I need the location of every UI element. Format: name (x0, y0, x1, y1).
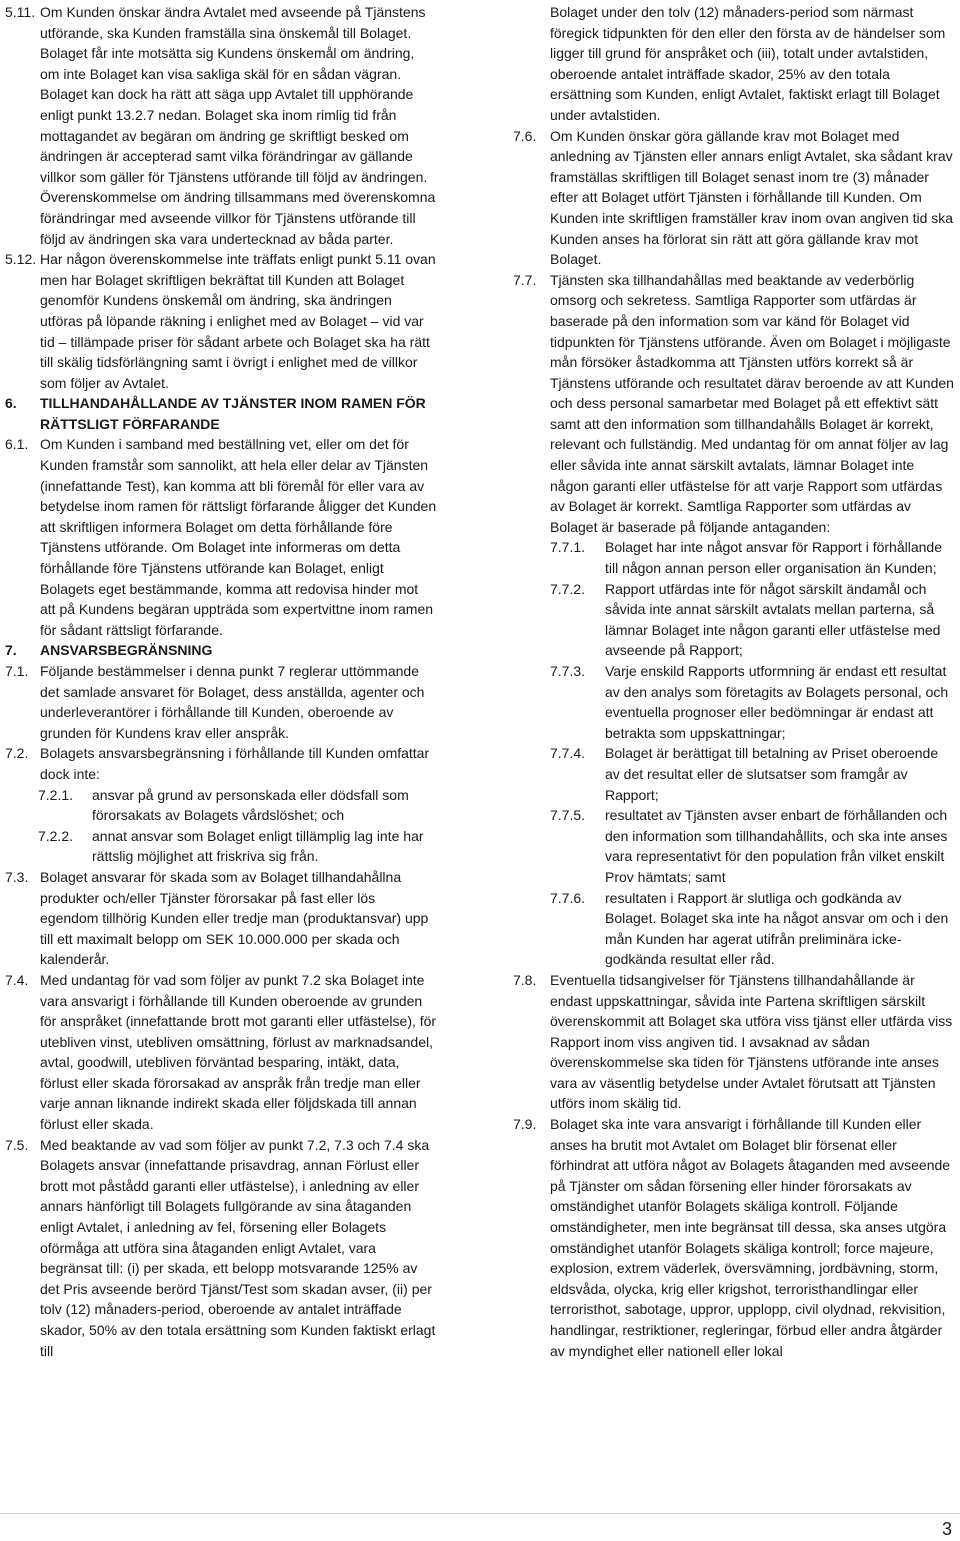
section-heading (5, 393, 437, 434)
clause-text: Bolaget har inte något ansvar för Rapport i förhållande till någon annan person eller organisation än Kunden; (605, 539, 942, 577)
clause (513, 970, 955, 1114)
clause-number: 7.9. (513, 1116, 537, 1133)
clause (5, 661, 437, 743)
clause-number: 7.7.5. (550, 807, 586, 824)
clause-number: 6. (5, 395, 17, 412)
clause-number: 7.7. (513, 271, 537, 288)
clause-number: 7.7.3. (550, 663, 586, 679)
clause-number: 7.8. (513, 971, 537, 988)
clause-text: Med undantag för vad som följer av punkt 7.2 ska Bolaget inte vara ansvarigt i förhållande till Kunden oberoende av grunden för anspråket (innefattande brott mot garanti eller utfästelse), för utebliven vinst, utebliven omsättning, förlust av marknadsandel, avtal, goodwill, utebliven förväntad besparing, intäkt, data, förlust eller skada förorsakad av anspråk från tredje man eller varje annan liknande indirekt skada eller följdskada till annan förlust eller skada. (40, 971, 437, 1133)
clause-text: Följande bestämmelser i denna punkt 7 reglerar uttömmande det samlade ansvaret för Bolaget, dess anställda, agenter och underleverantörer i förhållande till Kunden, oberoende av grunden för Kundens krav eller anspråk. (40, 663, 425, 741)
clause-text: Om Kunden önskar göra gällande krav mot Bolaget med anledning av Tjänsten eller annars enligt Avtalet, ska sådant krav framställas skriftligen till Bolaget senast inom tre (3) månader efter att Bolaget utfört Tjänsten i förhållande till Kunden. Om Kunden inte skriftligen framställer krav inom ovan angiven tid ska Kunden anses ha förlorat sin rätt att göra gällande krav mot Bolaget. (550, 127, 954, 268)
clause (5, 743, 437, 784)
clause-text: resultatet av Tjänsten avser enbart de förhållanden och den information som tillhandahållits, och ska inte anses vara representativt för den population från vilket enskilt Prov hämtats; samt (605, 807, 948, 885)
clause-number: 5.12. (5, 251, 37, 268)
clause-number: 5.11. (5, 4, 36, 20)
clause (5, 434, 437, 640)
clause (513, 270, 955, 538)
clause-text: ansvar på grund av personskada eller dödsfall som förorsakats av Bolagets vårdslöshet; och (92, 786, 409, 824)
clause-text: Varje enskild Rapports utformning är endast ett resultat av den analys som företagits av Bolagets personal, och eventuella prognoser eller bedömningar är endast att betrakta som uppskattningar; (605, 663, 949, 741)
clause-text: Bolaget är berättigat till betalning av Priset oberoende av det resultat eller de slutsatser som framgår av Rapport; (605, 745, 939, 803)
clause-text: ANSVARSBEGRÄNSNING (40, 642, 213, 659)
clause (5, 867, 437, 970)
clause-text: Har någon överenskommelse inte träffats enligt punkt 5.11 ovan men har Bolaget skriftligen bekräftat till Kunden att Bolaget genomför Kundens önskemål om ändring, ska ändringen utföras på löpande räkning i enlighet med av Bolaget – vid var tid – tillämpade priser för sådant arbete och Bolaget ska ha rätt till skälig tidsförlängning samt i övrigt i enlighet med de villkor som följer av Avtalet. (40, 251, 436, 391)
clause-number: 7.7.4. (550, 745, 586, 762)
clause-number: 7.4. (5, 971, 29, 988)
right-column (513, 2, 955, 1361)
clause-continuation (513, 2, 955, 126)
clause-number: 7.5. (5, 1136, 29, 1153)
clause-text: Tjänsten ska tillhandahållas med beaktande av vederbörlig omsorg och sekretess. Samtliga Rapporter som utfärdas är baserade på den information som var känd för Bolaget vid tidpunkten för Tjänstens utförande. Även om Bolaget i möjligaste mån försöker åstadkomma att Tjänsten utförs korrekt så är Tjänstens utförande och resultatet därav beroende av att Kunden och dess personal samarbetar med Bolaget på ett effektivt sätt samt att den information som tillhandahålls Bolaget är korrekt, relevant och fullständig. Med undantag för om annat följer av lag eller såvida inte annat särskilt avtalats, lämnar Bolaget inte någon garanti eller utfästelse för att varje Rapport som utfärdas av Bolaget är korrekt. Samtliga Rapporter som utfärdas av Bolaget är baserade på följande antaganden: (550, 271, 954, 535)
sub-clause (513, 579, 955, 661)
clause-text: annat ansvar som Bolaget enligt tillämplig lag inte har rättslig möjlighet att friskriva sig från. (92, 827, 424, 865)
clause-number: 6.1. (5, 436, 29, 453)
left-column (5, 2, 437, 1361)
clause-text: Bolagets ansvarsbegränsning i förhållande till Kunden omfattar dock inte: (40, 745, 430, 782)
clause (5, 1135, 437, 1362)
clause (5, 249, 437, 393)
clause-number: 7. (5, 642, 17, 659)
clause-text: TILLHANDAHÅLLANDE AV TJÄNSTER INOM RAMEN FÖR RÄTTSLIGT FÖRFARANDE (40, 395, 426, 432)
clause-text: Bolaget ansvarar för skada som av Bolaget tillhandahållna produkter och/eller Tjänster förorsakar på fast eller lös egendom tillhörig Kunden eller tredje man (produktansvar) upp till ett maximalt belopp om SEK 10.000.000 per skada och kalenderår. (40, 868, 429, 968)
clause-number: 7.2. (5, 745, 29, 762)
clause-text: Om Kunden önskar ändra Avtalet med avseende på Tjänstens utförande, ska Kunden framställa sina önskemål till Bolaget. Bolaget får inte motsätta sig Kundens önskemål om ändring, om inte Bolaget kan visa sakliga skäl för en sådan vägran. Bolaget kan dock ha rätt att säga upp Avtalet till upphörande enligt punkt 13.2.7 nedan. Bolaget ska inom rimlig tid från mottagandet av begäran om ändring ge skriftligt besked om ändringen är accepterad samt vilka förändringar av gällande villkor som gäller för Tjänstens utförande till följd av ändringen. Överenskommelse om ändring tillsammans med överenskomna förändringar med avseende villkor för Tjänstens utförande till följd av ändringen ska vara undertecknad av båda parter. (40, 4, 436, 247)
clause-text: Bolaget under den tolv (12) månaders-period som närmast föregick tidpunkten för den eller den första av de händelser som ligger till grund för anspråket och (iii), totalt under avtalstiden, oberoende antalet inträffade skador, 25% av den totala ersättning som Kunden, enligt Avtalet, faktiskt erlagt till Bolaget under avtalstiden. (550, 4, 946, 123)
clause-number: 7.7.2. (550, 580, 586, 597)
clause (5, 970, 437, 1135)
footer-divider (0, 1513, 960, 1514)
sub-clause (5, 826, 437, 867)
sub-clause (513, 661, 955, 743)
clause-text: resultaten i Rapport är slutliga och godkända av Bolaget. Bolaget ska inte ha något ansvar om och i den mån Kunden har agerat utifrån preliminära icke-godkända resultat eller råd. (605, 889, 949, 968)
clause-text: Eventuella tidsangivelser för Tjänstens tillhandahållande är endast uppskattningar, såvida inte Partena skriftligen särskilt överenskommit att Bolaget ska utföra viss tjänst eller utfärda viss Rapport inom viss angiven tid. I avsaknad av sådan överenskommelse ska tiden för Tjänstens utförande inte anses vara av väsentlig betydelse under Avtalet förutsatt att Tjänsten utförs inom skälig tid. (550, 971, 953, 1112)
page-number: 3 (941, 1519, 952, 1539)
clause (513, 1114, 955, 1361)
sub-clause (513, 805, 955, 887)
clause-text: Rapport utfärdas inte för något särskilt ändamål och såvida inte annat särskilt avtalats mellan parterna, så lämnar Bolaget inte någon garanti eller utfästelse med avseende på Rapport; (605, 580, 941, 659)
sub-clause (5, 785, 437, 826)
clause-number: 7.7.1. (550, 539, 586, 556)
clause-text: Bolaget ska inte vara ansvarigt i förhållande till Kunden eller anses ha brutit mot Avtalet om Bolaget blir försenat eller förhindrat att utföra något av Bolagets åtaganden med avseende på Tjänster om sådan försening eller hinder förorsakats av omständighet utanför Bolagets skäliga kontroll. Följande omständigheter, men inte begränsat till dessa, ska anses utgöra omständighet utanför Bolagets skäliga kontroll; force majeure, explosion, extrem väderlek, översvämning, jordbävning, storm, eldsvåda, olycka, krig eller krigshot, terroristhandlingar eller terroristhot, sabotage, uppror, upplopp, civil olydnad, rekvisition, handlingar, restriktioner, regleringar, förbud eller andra åtgärder av myndighet eller nationell eller lokal (550, 1116, 951, 1359)
clause-number: 7.6. (513, 127, 537, 144)
clause-text: Med beaktande av vad som följer av punkt 7.2, 7.3 och 7.4 ska Bolagets ansvar (innefattande prisavdrag, annan Förlust eller brott mot påstådd garanti eller utfästelse), i anledning av eller annars hänförligt till Bolagets fullgörande av sina åtaganden enligt Avtalet, i anledning av fel, försening eller Bolagets oförmåga att utföra sina åtaganden enligt Avtalet, vara begränsat till: (i) per skada, ett belopp motsvarande 125% av det Pris avseende berörd Tjänst/Test som skadan avser, (ii) per tolv (12) månaders-period, oberoende av antalet inträffade skador, 50% av den totala ersättning som Kunden faktiskt erlagt till (40, 1136, 436, 1359)
clause-number: 7.7.6. (550, 889, 586, 906)
clause-number: 7.2.2. (38, 827, 74, 844)
section-heading (5, 640, 437, 661)
clause-number: 7.2.1. (38, 786, 74, 803)
sub-clause (513, 743, 955, 805)
sub-clause (513, 537, 955, 578)
clause (513, 126, 955, 270)
clause-text: Om Kunden i samband med beställning vet, eller om det för Kunden framstår som sannolikt, att hela eller delar av Tjänsten (innefattande Test), kan komma att bli föremål för eller vara av betydelse inom ramen för rättsligt förfarande åligger det Kunden att skriftligen informera Bolaget om detta förhållande före Tjänstens utförande. Om Bolaget inte informeras om detta förhållande före Tjänstens utförande kan Bolaget, enligt Bolagets eget bestämmande, komma att redovisa hinder mot att på Kundens begäran uppträda som expertvittne inom ramen för sådant rättsligt förfarande. (40, 436, 437, 638)
clause-number: 7.1. (5, 663, 29, 679)
clause (5, 2, 437, 249)
clause-number: 7.3. (5, 868, 29, 885)
sub-clause (513, 888, 955, 970)
